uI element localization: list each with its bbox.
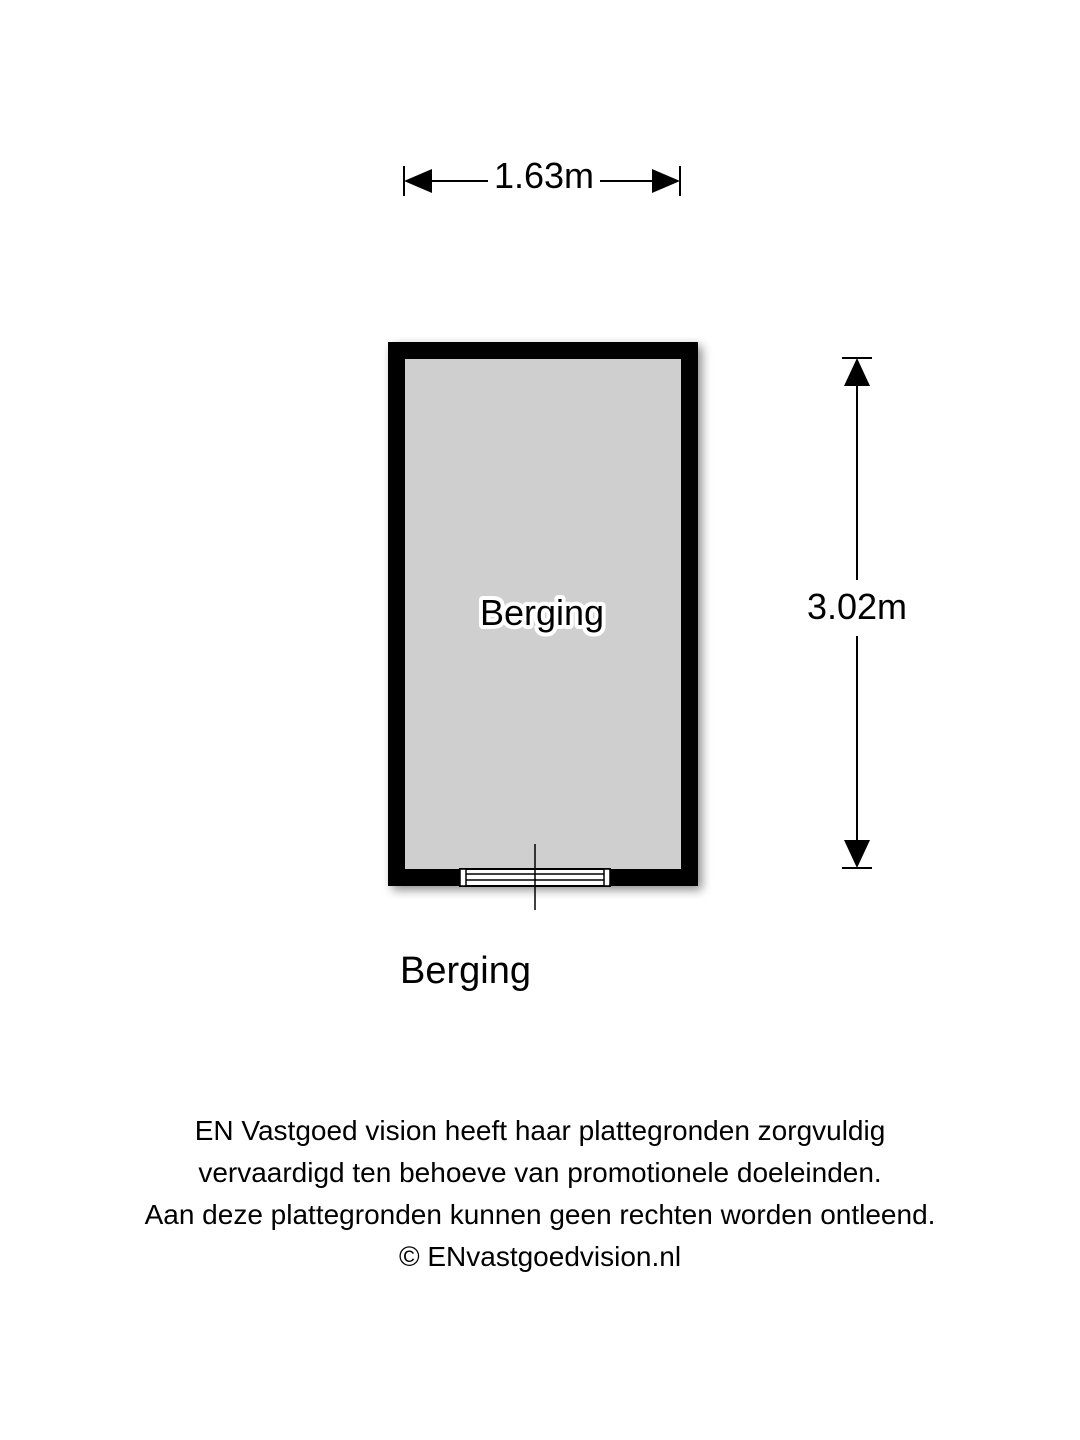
- depth-dimension-top-arrow: [844, 358, 870, 386]
- depth-dimension: [807, 358, 907, 868]
- depth-dimension-label: 3.02m: [806, 586, 908, 627]
- disclaimer-line-4: © ENvastgoedvision.nl: [398, 1241, 682, 1272]
- room-berging: [388, 342, 698, 910]
- disclaimer-line-2: vervaardigd ten behoeve van promotionele doeleinden.: [198, 1157, 882, 1188]
- width-dimension: [404, 155, 680, 196]
- room-label: Berging: [479, 592, 605, 633]
- door-jamb-left: [460, 869, 466, 886]
- width-dimension-left-arrow: [404, 169, 432, 193]
- door-jamb-right: [604, 869, 610, 886]
- disclaimer-line-3: Aan deze plattegronden kunnen geen rechten worden ontleend.: [144, 1199, 936, 1230]
- disclaimer-line-1: EN Vastgoed vision heeft haar plattegronden zorgvuldig: [194, 1115, 886, 1146]
- width-dimension-right-arrow: [652, 169, 680, 193]
- disclaimer: [0, 1110, 1080, 1278]
- width-dimension-label: 1.63m: [493, 155, 595, 196]
- floor-name: Berging: [400, 950, 531, 992]
- depth-dimension-bottom-arrow: [844, 840, 870, 868]
